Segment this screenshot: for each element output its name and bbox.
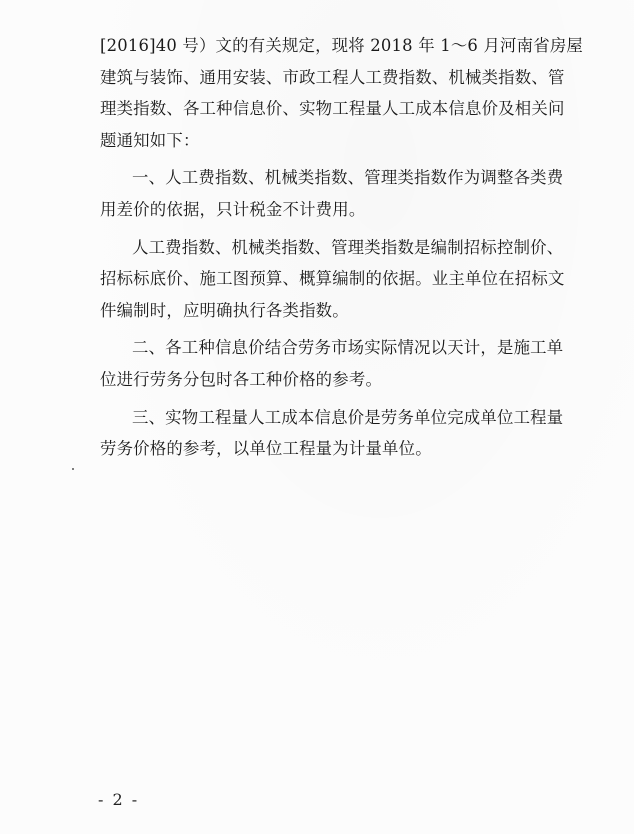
text-line: 招标标底价、施工图预算、概算编制的依据。业主单位在招标文 bbox=[100, 269, 565, 289]
paragraph-item-2 bbox=[100, 332, 580, 395]
document-body bbox=[100, 30, 583, 465]
paragraph-item-3 bbox=[100, 402, 580, 465]
text-line: 件编制时，应明确执行各类指数。 bbox=[100, 300, 349, 320]
text-line: 劳务价格的参考，以单位工程量为计量单位。 bbox=[100, 439, 432, 459]
scan-speck bbox=[72, 468, 74, 470]
text-line: 用差价的依据，只计税金不计费用。 bbox=[100, 199, 366, 219]
text-line: 人工费指数、机械类指数、管理类指数是编制招标控制价、 bbox=[132, 237, 564, 257]
page-number: - 2 - bbox=[98, 790, 140, 809]
text-line: 位进行劳务分包时各工种价格的参考。 bbox=[100, 369, 383, 389]
text-line: 建筑与装饰、通用安装、市政工程人工费指数、机械类指数、管 bbox=[100, 67, 565, 87]
text-line: 一、人工费指数、机械类指数、管理类指数作为调整各类费 bbox=[132, 168, 564, 188]
text-line: 三、实物工程量人工成本信息价是劳务单位完成单位工程量 bbox=[132, 407, 564, 427]
paragraph-item-1-note bbox=[100, 232, 580, 327]
text-line: 题通知如下： bbox=[100, 130, 200, 150]
paragraph-item-1 bbox=[100, 162, 580, 225]
text-line: 理类指数、各工种信息价、实物工程量人工成本信息价及相关问 bbox=[100, 99, 565, 119]
text-line: [2016]40 号）文的有关规定，现将 2018 年 1～6 月河南省房屋 bbox=[100, 36, 583, 55]
paragraph-intro bbox=[100, 30, 583, 156]
text-line: 二、各工种信息价结合劳务市场实际情况以天计，是施工单 bbox=[132, 338, 564, 358]
